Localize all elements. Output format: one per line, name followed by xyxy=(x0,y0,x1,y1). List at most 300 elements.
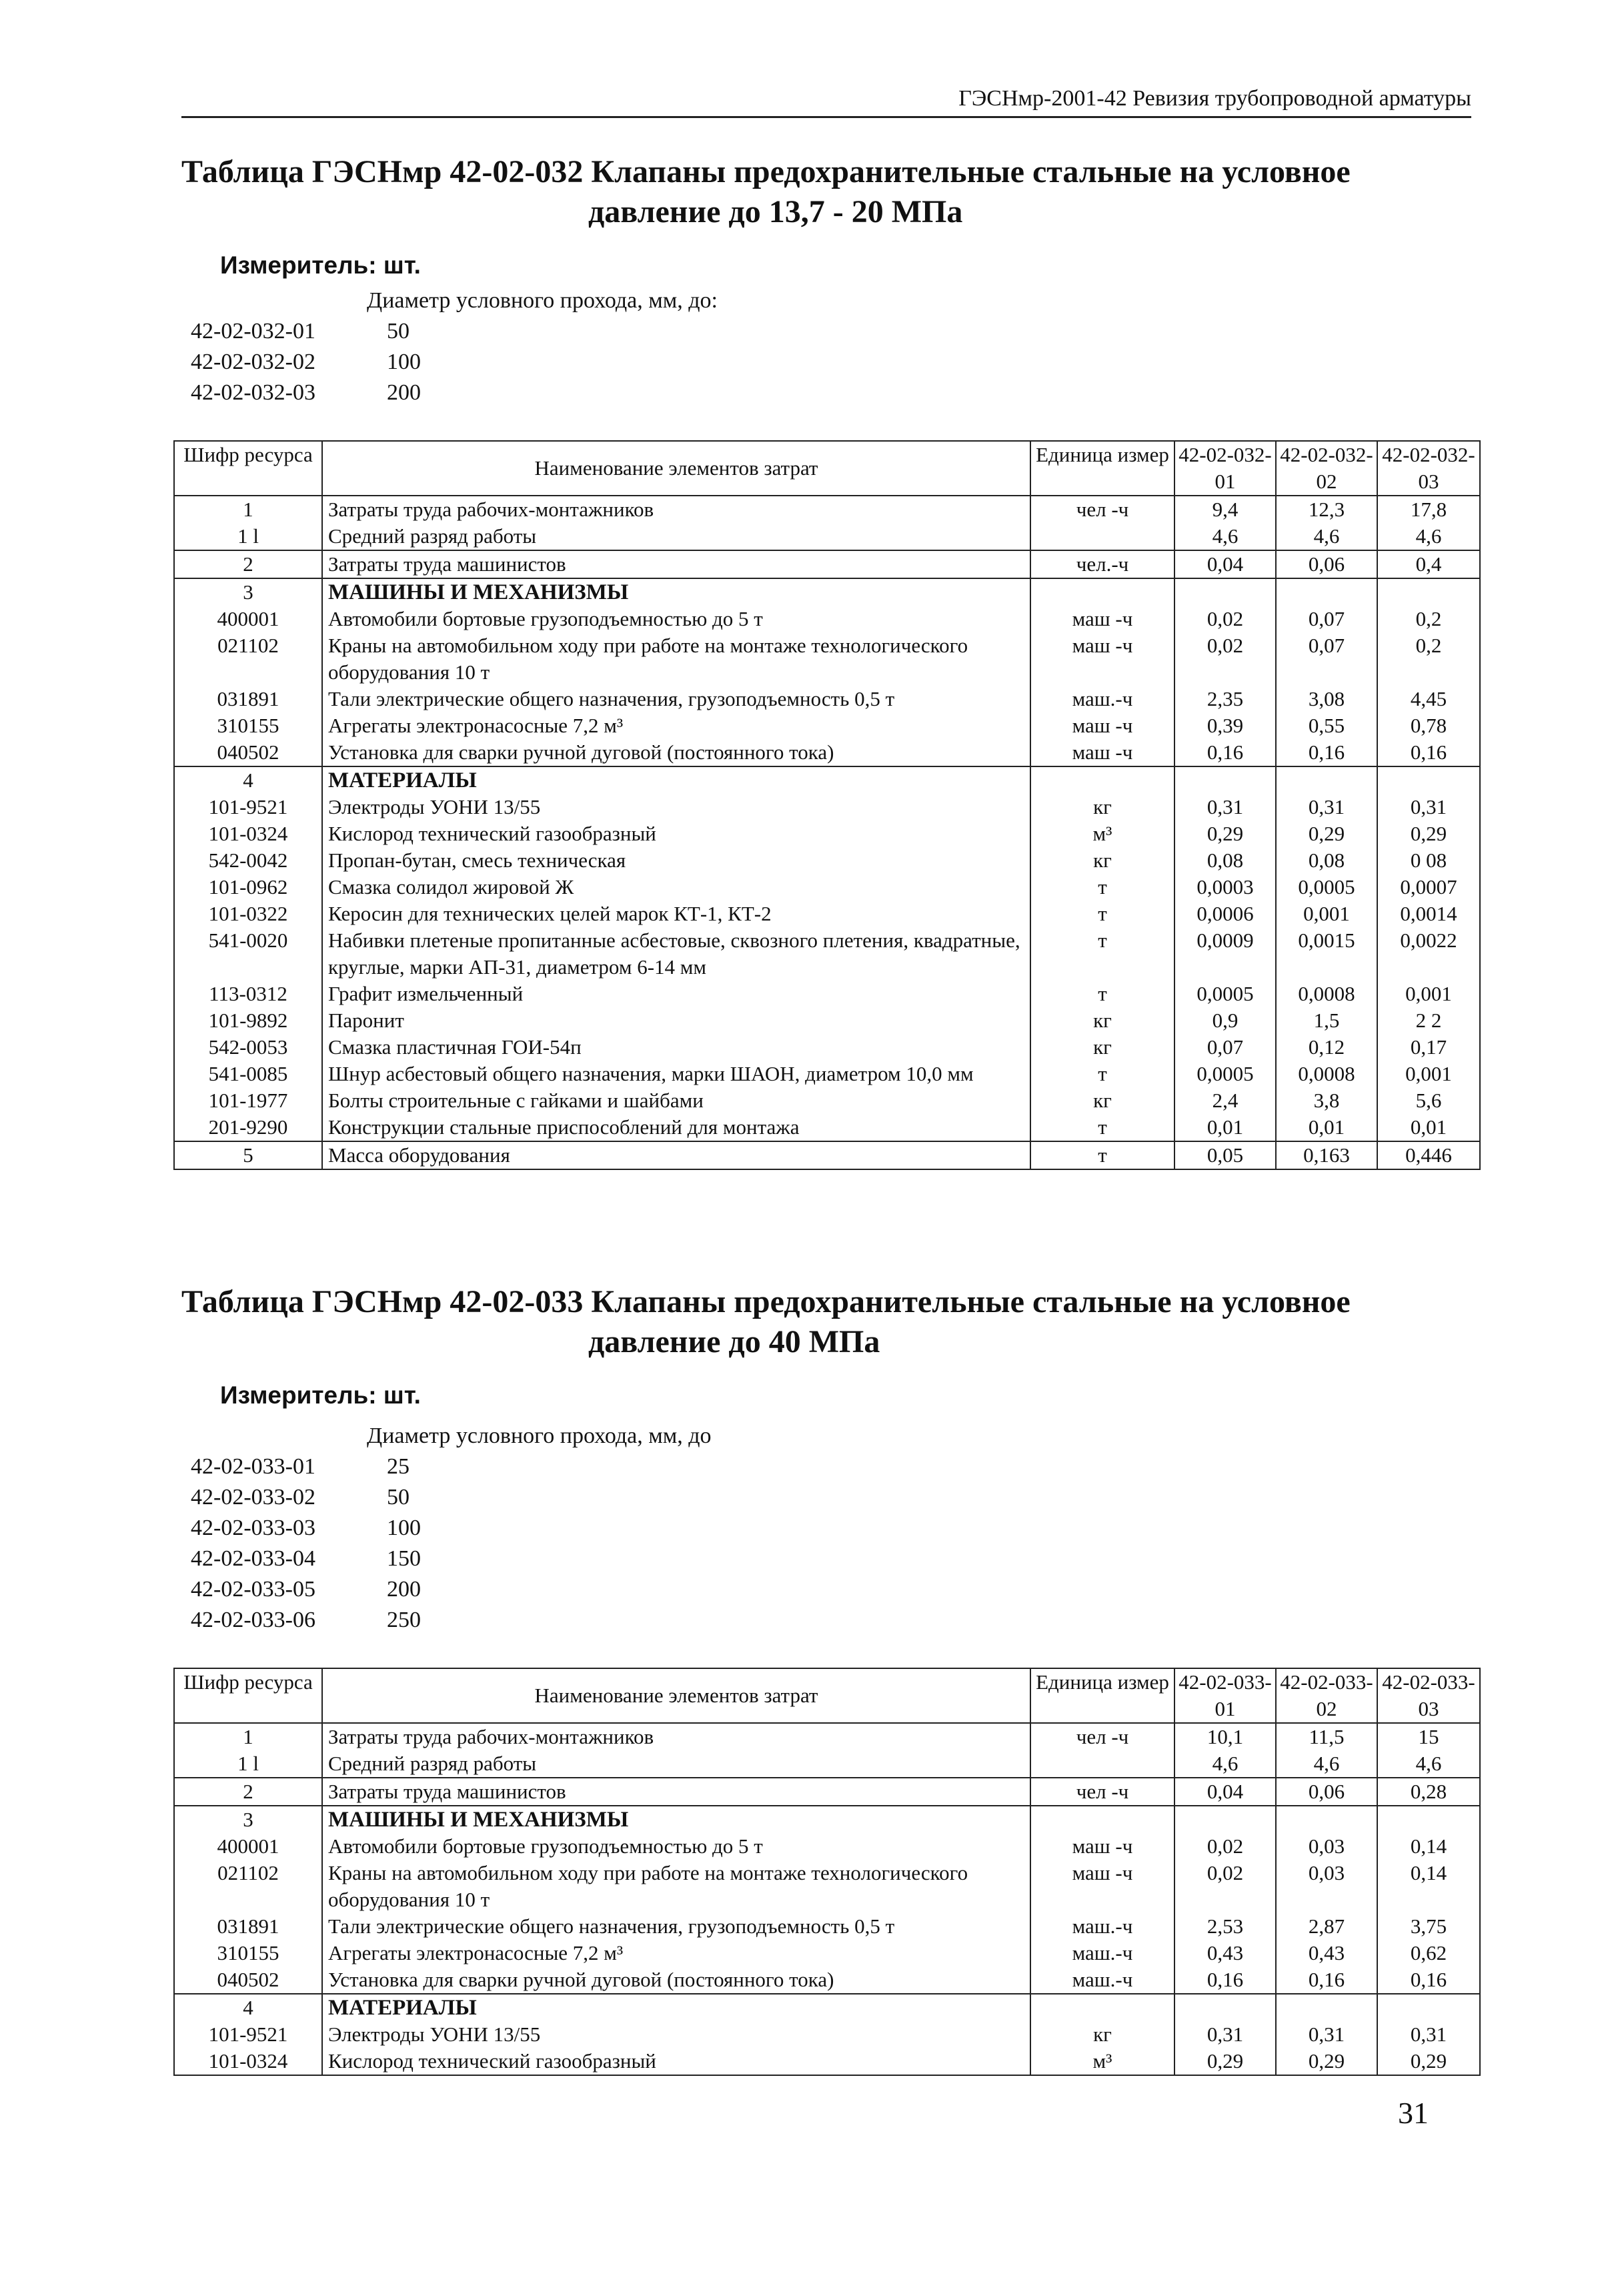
variant3-value: 4,6 xyxy=(1377,1750,1480,1778)
cost-element-name: Электроды УОНИ 13/55 xyxy=(322,2021,1030,2048)
unit-cell: маш -ч xyxy=(1030,632,1174,686)
variant2-value: 0,0008 xyxy=(1276,981,1377,1007)
cost-element-name: Паронит xyxy=(322,1007,1030,1034)
variant1-value: 0,04 xyxy=(1174,550,1276,578)
unit-cell xyxy=(1030,523,1174,550)
variant3-value: 0,16 xyxy=(1377,739,1480,766)
variant2-value xyxy=(1276,1806,1377,1833)
resource-code: 021102 xyxy=(174,632,322,686)
cost-element-name: Средний разряд работы xyxy=(322,523,1030,550)
variant1-value xyxy=(1174,1994,1276,2021)
table-row xyxy=(174,2048,1480,2075)
variant3-value xyxy=(1377,1994,1480,2021)
table-row xyxy=(174,1034,1480,1061)
variant3-value: 0,2 xyxy=(1377,632,1480,686)
resource-code: 310155 xyxy=(174,1940,322,1966)
variant1-value xyxy=(1174,766,1276,794)
variant3-value: 0,4 xyxy=(1377,550,1480,578)
cost-element-name: МАШИНЫ И МЕХАНИЗМЫ xyxy=(322,578,1030,606)
variant2-value xyxy=(1276,1994,1377,2021)
unit-cell: кг xyxy=(1030,1034,1174,1061)
resource-code: 101-0324 xyxy=(174,2048,322,2075)
unit-cell xyxy=(1030,1750,1174,1778)
variant1-value: 0,0009 xyxy=(1174,927,1276,981)
table-row xyxy=(174,927,1480,981)
variant-code: 42-02-032-01 xyxy=(191,319,315,344)
resource-code: 310155 xyxy=(174,712,322,739)
variant1-value: 9,4 xyxy=(1174,496,1276,523)
resource-code: 201-9290 xyxy=(174,1114,322,1141)
cost-element-name: Смазка пластичная ГОИ-54п xyxy=(322,1034,1030,1061)
table-row xyxy=(174,606,1480,632)
cost-element-name: Пропан-бутан, смесь техническая xyxy=(322,847,1030,874)
table-row xyxy=(174,632,1480,686)
unit-cell: маш -ч xyxy=(1030,1860,1174,1913)
variant3-value: 0 08 xyxy=(1377,847,1480,874)
variant-diameter: 250 xyxy=(387,1608,421,1632)
table1-title-line1: Таблица ГЭСНмр 42-02-032 Клапаны предохранительные стальные на условное xyxy=(181,154,1351,189)
variant1-value: 2,53 xyxy=(1174,1913,1276,1940)
table-row xyxy=(174,712,1480,739)
variant3-value: 0,0007 xyxy=(1377,874,1480,901)
variant-diameter: 25 xyxy=(387,1454,410,1479)
unit-cell xyxy=(1030,578,1174,606)
variant-row xyxy=(191,378,718,408)
cost-element-name: Графит измельченный xyxy=(322,981,1030,1007)
cost-element-name: Затраты труда рабочих-монтажников xyxy=(322,496,1030,523)
unit-cell: маш -ч xyxy=(1030,1833,1174,1860)
variant1-value: 10,1 xyxy=(1174,1723,1276,1750)
variant2-value: 0,43 xyxy=(1276,1940,1377,1966)
unit-cell: маш.-ч xyxy=(1030,686,1174,712)
variant2-value: 0,12 xyxy=(1276,1034,1377,1061)
cost-element-name: Конструкции стальные приспособлений для монтажа xyxy=(322,1114,1030,1141)
cost-element-name: МАТЕРИАЛЫ xyxy=(322,1994,1030,2021)
unit-cell: чел.-ч xyxy=(1030,550,1174,578)
variant2-value: 0,0015 xyxy=(1276,927,1377,981)
table-row xyxy=(174,1141,1480,1169)
variant1-value: 0,0005 xyxy=(1174,1061,1276,1087)
cost-element-name: Затраты труда машинистов xyxy=(322,1778,1030,1806)
resource-code: 1 xyxy=(174,1723,322,1750)
variant-code: 42-02-033-05 xyxy=(191,1577,315,1602)
page-number: 31 xyxy=(1398,2096,1429,2130)
col-variant1-header: 42-02-033-01 xyxy=(1174,1668,1276,1723)
variant3-value: 0,14 xyxy=(1377,1860,1480,1913)
resource-code: 4 xyxy=(174,766,322,794)
cost-element-name: МАТЕРИАЛЫ xyxy=(322,766,1030,794)
unit-cell xyxy=(1030,1994,1174,2021)
resource-code: 3 xyxy=(174,1806,322,1833)
variant2-value: 4,6 xyxy=(1276,1750,1377,1778)
variant2-value: 0,29 xyxy=(1276,2048,1377,2075)
variant1-value: 0,29 xyxy=(1174,820,1276,847)
col-variant3-header: 42-02-033-03 xyxy=(1377,1668,1480,1723)
variant1-value: 0,0003 xyxy=(1174,874,1276,901)
resource-code: 2 xyxy=(174,1778,322,1806)
variant-row xyxy=(191,1574,712,1605)
table2-title xyxy=(181,1282,1471,1362)
variant-diameter: 200 xyxy=(387,1577,421,1602)
variant2-value: 0,03 xyxy=(1276,1860,1377,1913)
variant-diameter: 50 xyxy=(387,1485,410,1510)
table-row xyxy=(174,496,1480,523)
variant2-value: 0,06 xyxy=(1276,550,1377,578)
variant2-value: 0,08 xyxy=(1276,847,1377,874)
variant-row xyxy=(191,1452,712,1482)
cost-element-name: Автомобили бортовые грузоподъемностью до 5 т xyxy=(322,606,1030,632)
cost-element-name: Набивки плетеные пропитанные асбестовые, сквозного плетения, квадратные, круглые, марки АП-31, диаметром 6-14 мм xyxy=(322,927,1030,981)
table-row xyxy=(174,794,1480,820)
variant1-value: 4,6 xyxy=(1174,523,1276,550)
unit-cell: маш.-ч xyxy=(1030,1940,1174,1966)
cost-element-name: Затраты труда рабочих-монтажников xyxy=(322,1723,1030,1750)
variant1-value: 0,02 xyxy=(1174,1860,1276,1913)
unit-cell: т xyxy=(1030,1141,1174,1169)
cost-element-name: Установка для сварки ручной дуговой (постоянного тока) xyxy=(322,1966,1030,1994)
variant2-value: 0,163 xyxy=(1276,1141,1377,1169)
table-row xyxy=(174,1061,1480,1087)
variant1-value: 0,31 xyxy=(1174,794,1276,820)
variant2-value: 0,06 xyxy=(1276,1778,1377,1806)
variant-code: 42-02-033-02 xyxy=(191,1485,315,1510)
table-row xyxy=(174,1833,1480,1860)
variant3-value: 0,001 xyxy=(1377,1061,1480,1087)
table-row xyxy=(174,1913,1480,1940)
cost-element-name: Электроды УОНИ 13/55 xyxy=(322,794,1030,820)
table2-title-line1: Таблица ГЭСНмр 42-02-033 Клапаны предохранительные стальные на условное xyxy=(181,1284,1351,1319)
variant3-value: 0,2 xyxy=(1377,606,1480,632)
unit-cell: маш -ч xyxy=(1030,712,1174,739)
table-row xyxy=(174,820,1480,847)
cost-element-name: Краны на автомобильном ходу при работе на монтаже технологического оборудования 10 т xyxy=(322,632,1030,686)
variant2-value: 4,6 xyxy=(1276,523,1377,550)
variant3-value: 4,45 xyxy=(1377,686,1480,712)
variant3-value: 0,001 xyxy=(1377,981,1480,1007)
resource-code: 542-0042 xyxy=(174,847,322,874)
variant-code: 42-02-033-04 xyxy=(191,1546,315,1571)
resource-code: 400001 xyxy=(174,606,322,632)
table2-measure: Измеритель: шт. xyxy=(220,1381,421,1409)
cost-element-name: Автомобили бортовые грузоподъемностью до 5 т xyxy=(322,1833,1030,1860)
col-name-header: Наименование элементов затрат xyxy=(322,441,1030,496)
variant1-value: 2,35 xyxy=(1174,686,1276,712)
unit-cell: кг xyxy=(1030,847,1174,874)
resource-code: 101-0962 xyxy=(174,874,322,901)
variant3-value: 0,31 xyxy=(1377,794,1480,820)
variant1-value: 0,01 xyxy=(1174,1114,1276,1141)
unit-cell: кг xyxy=(1030,1007,1174,1034)
variant-code: 42-02-033-06 xyxy=(191,1608,315,1632)
variant2-value: 0,16 xyxy=(1276,739,1377,766)
variant2-value: 0,07 xyxy=(1276,632,1377,686)
variant1-value: 0,07 xyxy=(1174,1034,1276,1061)
variant2-value: 3,8 xyxy=(1276,1087,1377,1114)
resource-code: 541-0020 xyxy=(174,927,322,981)
cost-element-name: Смазка солидол жировой Ж xyxy=(322,874,1030,901)
variant2-value: 12,3 xyxy=(1276,496,1377,523)
resource-code: 4 xyxy=(174,1994,322,2021)
resource-code: 040502 xyxy=(174,1966,322,1994)
col-unit-header: Единица измер xyxy=(1030,441,1174,496)
variant-diameter: 150 xyxy=(387,1546,421,1571)
cost-element-name: Краны на автомобильном ходу при работе на монтаже технологического оборудования 10 т xyxy=(322,1860,1030,1913)
table2-grid xyxy=(173,1668,1481,2076)
unit-cell xyxy=(1030,766,1174,794)
variant1-value: 0,0005 xyxy=(1174,981,1276,1007)
variant2-value: 0,03 xyxy=(1276,1833,1377,1860)
cost-element-name: МАШИНЫ И МЕХАНИЗМЫ xyxy=(322,1806,1030,1833)
table1-measure: Измеритель: шт. xyxy=(220,251,421,279)
resource-code: 113-0312 xyxy=(174,981,322,1007)
variant2-value xyxy=(1276,766,1377,794)
table2-title-line2: давление до 40 МПа xyxy=(588,1324,880,1359)
table-row xyxy=(174,874,1480,901)
resource-code: 101-9521 xyxy=(174,2021,322,2048)
variant2-value: 1,5 xyxy=(1276,1007,1377,1034)
variant-diameter: 200 xyxy=(387,380,421,405)
variant-diameter: 50 xyxy=(387,319,410,344)
variant-code: 42-02-032-03 xyxy=(191,380,315,405)
variant3-value: 0,62 xyxy=(1377,1940,1480,1966)
variant-row xyxy=(191,316,718,347)
cost-element-name: Установка для сварки ручной дуговой (постоянного тока) xyxy=(322,739,1030,766)
cost-element-name: Агрегаты электронасосные 7,2 м³ xyxy=(322,1940,1030,1966)
variant3-value: 2 2 xyxy=(1377,1007,1480,1034)
cost-element-name: Тали электрические общего назначения, грузоподъемность 0,5 т xyxy=(322,686,1030,712)
unit-cell: чел -ч xyxy=(1030,1778,1174,1806)
table-row xyxy=(174,901,1480,927)
unit-cell: маш -ч xyxy=(1030,606,1174,632)
variant3-value: 4,6 xyxy=(1377,523,1480,550)
variant2-value: 11,5 xyxy=(1276,1723,1377,1750)
variant1-value xyxy=(1174,578,1276,606)
variant2-value: 0,29 xyxy=(1276,820,1377,847)
cost-element-name: Болты строительные с гайками и шайбами xyxy=(322,1087,1030,1114)
resource-code: 101-0322 xyxy=(174,901,322,927)
resource-code: 542-0053 xyxy=(174,1034,322,1061)
variant1-value: 0,16 xyxy=(1174,1966,1276,1994)
resource-code: 101-1977 xyxy=(174,1087,322,1114)
table-row xyxy=(174,1114,1480,1141)
cost-element-name: Агрегаты электронасосные 7,2 м³ xyxy=(322,712,1030,739)
table-row xyxy=(174,766,1480,794)
table-row xyxy=(174,981,1480,1007)
table-row xyxy=(174,1860,1480,1913)
variant2-value: 0,0005 xyxy=(1276,874,1377,901)
cost-element-name: Кислород технический газообразный xyxy=(322,820,1030,847)
cost-element-name: Масса оборудования xyxy=(322,1141,1030,1169)
table-row xyxy=(174,1750,1480,1778)
variant-row xyxy=(191,1544,712,1574)
variant3-value: 0,0014 xyxy=(1377,901,1480,927)
table-row xyxy=(174,550,1480,578)
variant3-value: 0,01 xyxy=(1377,1114,1480,1141)
unit-cell: чел -ч xyxy=(1030,1723,1174,1750)
variant3-value: 0,29 xyxy=(1377,820,1480,847)
variant3-value: 0,0022 xyxy=(1377,927,1480,981)
variant-code: 42-02-033-03 xyxy=(191,1516,315,1540)
table-row xyxy=(174,739,1480,766)
unit-cell: м³ xyxy=(1030,820,1174,847)
variant1-value: 0,0006 xyxy=(1174,901,1276,927)
resource-code: 031891 xyxy=(174,686,322,712)
unit-cell: кг xyxy=(1030,1087,1174,1114)
variant3-value xyxy=(1377,578,1480,606)
col-code-header: Шифр ресурса xyxy=(174,1668,322,1723)
variant2-value: 0,16 xyxy=(1276,1966,1377,1994)
table-row xyxy=(174,523,1480,550)
variant3-value: 0,29 xyxy=(1377,2048,1480,2075)
variant-row xyxy=(191,347,718,378)
table-row xyxy=(174,1087,1480,1114)
variant-row xyxy=(191,1513,712,1544)
variant2-value: 0,0008 xyxy=(1276,1061,1377,1087)
resource-code: 400001 xyxy=(174,1833,322,1860)
variant3-value: 5,6 xyxy=(1377,1087,1480,1114)
unit-cell: т xyxy=(1030,1114,1174,1141)
col-unit-header: Единица измер xyxy=(1030,1668,1174,1723)
variant3-value: 0,78 xyxy=(1377,712,1480,739)
unit-cell: маш.-ч xyxy=(1030,1966,1174,1994)
variant1-value: 0,02 xyxy=(1174,606,1276,632)
variant1-value: 0,02 xyxy=(1174,1833,1276,1860)
resource-code: 3 xyxy=(174,578,322,606)
resource-code: 1 xyxy=(174,496,322,523)
variant2-value: 0,001 xyxy=(1276,901,1377,927)
unit-cell: т xyxy=(1030,1061,1174,1087)
table2-diameter-caption: Диаметр условного прохода, мм, до xyxy=(367,1423,712,1448)
variant3-value: 0,17 xyxy=(1377,1034,1480,1061)
unit-cell xyxy=(1030,1806,1174,1833)
resource-code: 040502 xyxy=(174,739,322,766)
resource-code: 101-9892 xyxy=(174,1007,322,1034)
variant3-value: 0,28 xyxy=(1377,1778,1480,1806)
variant2-value: 0,31 xyxy=(1276,794,1377,820)
unit-cell: маш -ч xyxy=(1030,739,1174,766)
variant1-value: 0,04 xyxy=(1174,1778,1276,1806)
table-row xyxy=(174,1806,1480,1833)
variant1-value: 0,43 xyxy=(1174,1940,1276,1966)
variant1-value: 0,02 xyxy=(1174,632,1276,686)
resource-code: 101-9521 xyxy=(174,794,322,820)
table-row xyxy=(174,1778,1480,1806)
variant1-value: 0,9 xyxy=(1174,1007,1276,1034)
variant3-value: 3,75 xyxy=(1377,1913,1480,1940)
variant2-value: 0,07 xyxy=(1276,606,1377,632)
unit-cell: чел -ч xyxy=(1030,496,1174,523)
variant3-value: 15 xyxy=(1377,1723,1480,1750)
col-variant2-header: 42-02-032-02 xyxy=(1276,441,1377,496)
variant3-value: 0,446 xyxy=(1377,1141,1480,1169)
variant1-value: 0,39 xyxy=(1174,712,1276,739)
col-name-header: Наименование элементов затрат xyxy=(322,1668,1030,1723)
unit-cell: маш.-ч xyxy=(1030,1913,1174,1940)
variant1-value: 0,16 xyxy=(1174,739,1276,766)
cost-element-name: Средний разряд работы xyxy=(322,1750,1030,1778)
unit-cell: т xyxy=(1030,927,1174,981)
unit-cell: т xyxy=(1030,874,1174,901)
table-row xyxy=(174,1940,1480,1966)
variant2-value: 0,31 xyxy=(1276,2021,1377,2048)
table1-title-line2: давление до 13,7 - 20 МПа xyxy=(588,194,963,229)
resource-code: 541-0085 xyxy=(174,1061,322,1087)
resource-code: 5 xyxy=(174,1141,322,1169)
variant2-value: 0,01 xyxy=(1276,1114,1377,1141)
cost-element-name: Шнур асбестовый общего назначения, марки ШАОН, диаметром 10,0 мм xyxy=(322,1061,1030,1087)
resource-code: 1 l xyxy=(174,523,322,550)
col-variant1-header: 42-02-032-01 xyxy=(1174,441,1276,496)
table-row xyxy=(174,1994,1480,2021)
table-row xyxy=(174,847,1480,874)
resource-code: 031891 xyxy=(174,1913,322,1940)
variant3-value: 17,8 xyxy=(1377,496,1480,523)
variant-code: 42-02-033-01 xyxy=(191,1454,315,1479)
unit-cell: т xyxy=(1030,901,1174,927)
cost-element-name: Тали электрические общего назначения, грузоподъемность 0,5 т xyxy=(322,1913,1030,1940)
variant1-value: 4,6 xyxy=(1174,1750,1276,1778)
variant1-value: 0,05 xyxy=(1174,1141,1276,1169)
variant1-value: 2,4 xyxy=(1174,1087,1276,1114)
cost-element-name: Кислород технический газообразный xyxy=(322,2048,1030,2075)
variant1-value: 0,08 xyxy=(1174,847,1276,874)
table1-diameter-caption: Диаметр условного прохода, мм, до: xyxy=(367,288,718,313)
cost-element-name: Керосин для технических целей марок КТ-1, КТ-2 xyxy=(322,901,1030,927)
variant-code: 42-02-032-02 xyxy=(191,350,315,374)
table1-diameter-list xyxy=(191,285,718,408)
variant1-value: 0,31 xyxy=(1174,2021,1276,2048)
variant-diameter: 100 xyxy=(387,1516,421,1540)
unit-cell: кг xyxy=(1030,2021,1174,2048)
variant2-value: 2,87 xyxy=(1276,1913,1377,1940)
resource-code: 021102 xyxy=(174,1860,322,1913)
variant2-value: 0,55 xyxy=(1276,712,1377,739)
resource-code: 101-0324 xyxy=(174,820,322,847)
table1-grid xyxy=(173,440,1481,1170)
variant-diameter: 100 xyxy=(387,350,421,374)
col-code-header: Шифр ресурса xyxy=(174,441,322,496)
table-row xyxy=(174,1007,1480,1034)
variant3-value: 0,31 xyxy=(1377,2021,1480,2048)
variant3-value: 0,16 xyxy=(1377,1966,1480,1994)
resource-code: 1 l xyxy=(174,1750,322,1778)
variant1-value xyxy=(1174,1806,1276,1833)
col-variant3-header: 42-02-032-03 xyxy=(1377,441,1480,496)
table-row xyxy=(174,1723,1480,1750)
variant1-value: 0,29 xyxy=(1174,2048,1276,2075)
variant2-value: 3,08 xyxy=(1276,686,1377,712)
col-variant2-header: 42-02-033-02 xyxy=(1276,1668,1377,1723)
variant3-value xyxy=(1377,766,1480,794)
running-header: ГЭСНмр-2001-42 Ревизия трубопроводной арматуры xyxy=(181,85,1471,118)
variant3-value xyxy=(1377,1806,1480,1833)
unit-cell: м³ xyxy=(1030,2048,1174,2075)
table1-title xyxy=(181,152,1471,232)
resource-code: 2 xyxy=(174,550,322,578)
cost-element-name: Затраты труда машинистов xyxy=(322,550,1030,578)
table-row xyxy=(174,2021,1480,2048)
table-row xyxy=(174,1966,1480,1994)
unit-cell: кг xyxy=(1030,794,1174,820)
unit-cell: т xyxy=(1030,981,1174,1007)
variant-row xyxy=(191,1605,712,1636)
table-row xyxy=(174,686,1480,712)
variant2-value xyxy=(1276,578,1377,606)
table2-diameter-list xyxy=(191,1421,712,1636)
variant-row xyxy=(191,1482,712,1513)
variant3-value: 0,14 xyxy=(1377,1833,1480,1860)
table-row xyxy=(174,578,1480,606)
